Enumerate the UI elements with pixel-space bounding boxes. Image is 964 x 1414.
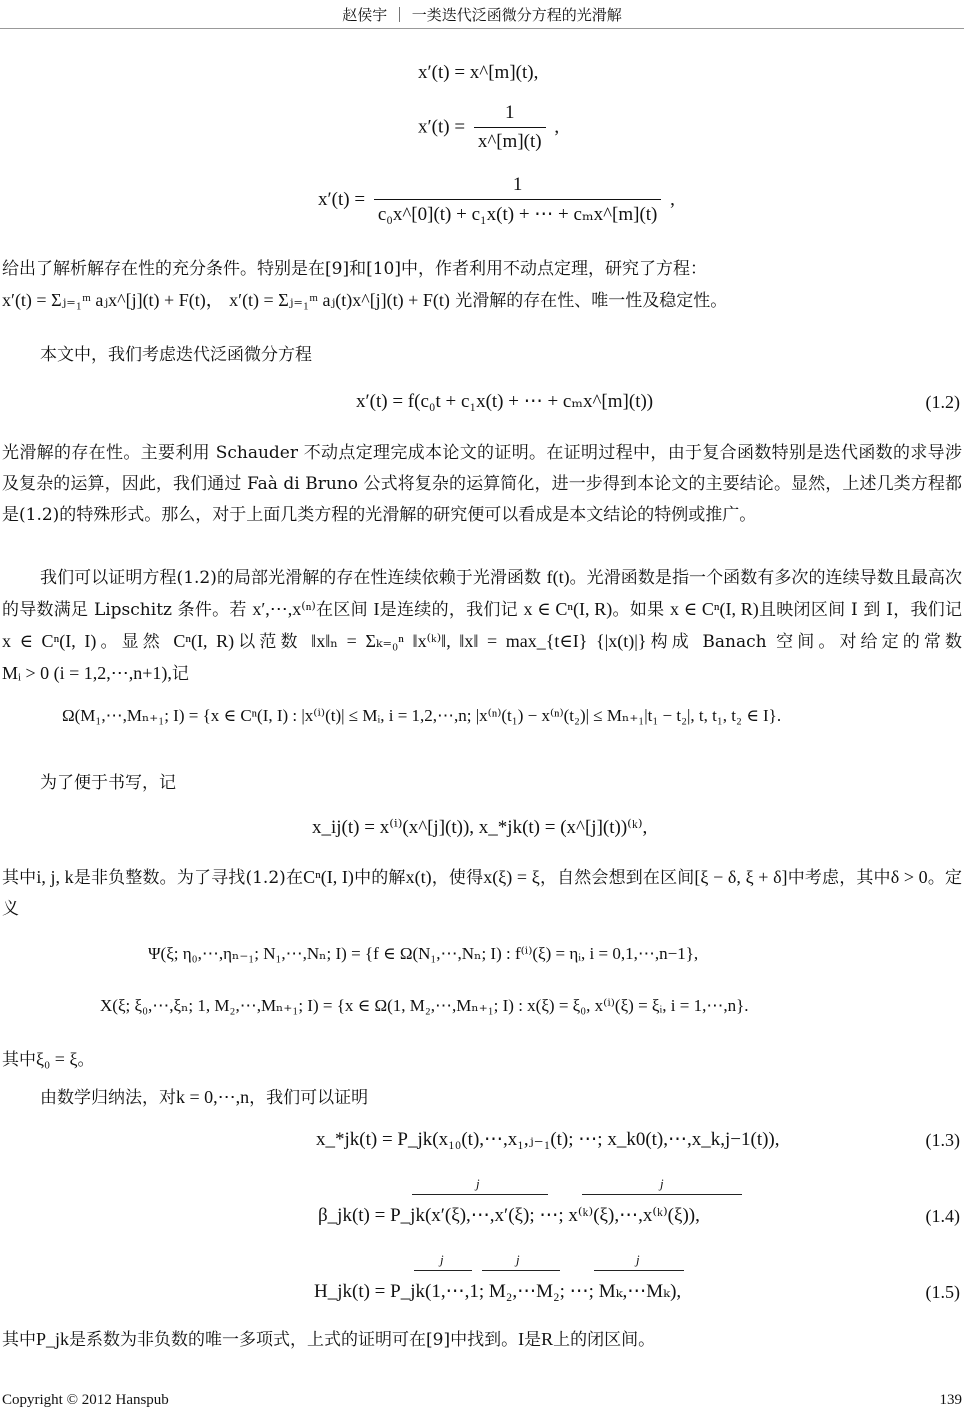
- paragraph-text: 。: [77, 1050, 95, 1070]
- paragraph-text: ，我们可以证明: [249, 1088, 369, 1108]
- inline-math-norm: ‖x‖ₙ = Σₖ₌₀ⁿ ‖x⁽ᵏ⁾‖, ‖x‖ = max_{t∈I} {|x(t)|}: [311, 631, 647, 651]
- paragraph-definitions: [2, 562, 962, 690]
- brace-label: j: [516, 1252, 520, 1267]
- inline-math: x ∈ Cⁿ(I, R): [523, 599, 613, 619]
- paragraph-text: 且映闭区间 I 到 I，我们记: [758, 600, 963, 620]
- inline-math: i, j, k: [36, 867, 74, 887]
- inline-math: Mᵢ > 0 (i = 1,2,⋯,n+1),: [2, 663, 172, 683]
- paragraph-text: 其中: [2, 868, 37, 888]
- paragraph-text: 中考虑，其中: [787, 868, 891, 888]
- fraction: [474, 102, 546, 153]
- paragraph-induction: [2, 1082, 962, 1114]
- equation-psi-set: Ψ(ξ; η₀,⋯,ηₙ₋₁; N₁,⋯,Nₙ; I) = {f ∈ Ω(N₁,⋯,Nₙ; I) : f⁽ⁱ⁾(ξ) = ηᵢ, i = 0,1,⋯,n−1},: [148, 944, 699, 963]
- page-number: 139: [939, 1392, 962, 1408]
- inline-math: k = 0,⋯,n: [176, 1087, 250, 1107]
- underbrace: [594, 1270, 684, 1277]
- equation-number-1-5: (1.5): [925, 1282, 960, 1302]
- fraction-denominator: c₀x^[0](t) + c₁x(t) + ⋯ + cₘx^[m](t): [374, 199, 662, 226]
- paragraph-text: 由数学归纳法，对: [40, 1088, 176, 1108]
- equation-lhs: x′(t) =: [318, 189, 366, 210]
- running-header: 赵侯宇 ｜ 一类迭代泛函微分方程的光滑解: [342, 6, 622, 24]
- inline-math: I: [373, 599, 380, 619]
- equation-tail: ,: [670, 189, 675, 210]
- equation-reciprocal: [418, 102, 559, 162]
- paragraph-method: [2, 438, 962, 531]
- underbrace: [412, 1194, 548, 1201]
- paragraph-text: 。定义: [2, 868, 962, 919]
- inline-equation-constant-coeff: x′(t) = Σⱼ₌₁ᵐ aⱼx^[j](t) + F(t)，: [2, 290, 224, 310]
- brace-label: j: [440, 1252, 444, 1267]
- inline-math: x ∈ Cⁿ(I, I): [2, 631, 97, 651]
- paragraph-text: 记: [171, 664, 189, 684]
- inline-equation-variable-coeff: x′(t) = Σⱼ₌₁ᵐ aⱼ(t)x^[j](t) + F(t): [229, 290, 450, 310]
- paragraph-text: 光滑解的存在性、唯一性及稳定性。: [455, 291, 728, 311]
- paragraph-text: 其中: [2, 1330, 36, 1350]
- fraction-numerator: 1: [512, 174, 523, 195]
- paragraph-text: ，使得: [431, 868, 484, 888]
- paragraph-text: 其中: [2, 1050, 36, 1070]
- equation-number-1-3: (1.3): [925, 1130, 960, 1150]
- paragraph-text: 上的闭区间。: [553, 1330, 656, 1350]
- brace-label: j: [660, 1176, 664, 1191]
- fraction: [374, 174, 662, 226]
- equation-xij: x_ij(t) = x⁽ⁱ⁾(x^[j](t)), x_*jk(t) = (x^[j](t))⁽ᵏ⁾,: [312, 817, 648, 838]
- paragraph-xi0: [2, 1044, 962, 1076]
- page-footer: [2, 1392, 962, 1409]
- paragraph-text: 是连续的，我们记: [379, 600, 518, 620]
- paragraph-text: 是: [524, 1330, 542, 1350]
- equation-1-2: x′(t) = f(c₀t + c₁x(t) + ⋯ + cₘx^[m](t)): [356, 391, 654, 412]
- paragraph-text: 在区间: [315, 600, 368, 620]
- paragraph-text: ，自然会想到在区间: [539, 868, 695, 888]
- paragraph-text: 。如果: [612, 600, 665, 620]
- inline-math: Cⁿ(I, R): [173, 631, 235, 651]
- paragraph-text: 。光滑函数是指一个函数有多次的连续导数且最高次的导数满足 Lipschitz 条件。若: [2, 568, 962, 620]
- paragraph-text: 以范数: [234, 632, 302, 652]
- paragraph-text: 本文中，我们考虑迭代泛函微分方程: [40, 345, 312, 365]
- equation-number-1-2: (1.2): [925, 392, 960, 412]
- paragraph-text: 光滑解的存在性。主要利用 Schauder 不动点定理完成本论文的证明。在证明过程中，由于复合函数特别是迭代函数的求导涉及复杂的运算，因此，我们通过 Faà di Bruno 公式将复杂的运算简化，进一步得到本论文的主要结论。显然，上述几类方程都是(1.2)的特殊形式。那么，对于上面几类方程的光滑解的研究便可以看成是本文结论的特例或推广。: [2, 443, 962, 525]
- inline-math: R: [541, 1329, 554, 1349]
- inline-math: ξ₀ = ξ: [36, 1049, 78, 1069]
- paragraph-text: 。显然: [96, 632, 164, 652]
- fraction-numerator: 1: [504, 102, 515, 123]
- brace-label: j: [476, 1176, 480, 1191]
- inline-math: f(t): [546, 567, 570, 587]
- equation-tail: ,: [554, 116, 560, 138]
- equation-iterative: x′(t) = x^[m](t),: [418, 62, 539, 83]
- inline-math: x(ξ) = ξ: [483, 867, 540, 887]
- underbrace: [582, 1194, 742, 1201]
- equation-1-4: β_jk(t) = P_jk(x′(ξ),⋯,x′(ξ); ⋯; x⁽ᵏ⁾(ξ),⋯,x⁽ᵏ⁾(ξ)),: [318, 1205, 700, 1226]
- equation-number-1-4: (1.4): [925, 1206, 960, 1226]
- inline-math: [ξ − δ, ξ + δ]: [694, 867, 788, 887]
- brace-label: j: [636, 1252, 640, 1267]
- underbrace: [414, 1270, 472, 1277]
- paragraph-prior-work: [2, 254, 962, 317]
- fraction-denominator: x^[m](t): [474, 127, 546, 153]
- header-rule: [0, 28, 964, 29]
- paragraph-text: 为了便于书写，记: [40, 773, 176, 793]
- paragraph-intro: [2, 340, 962, 371]
- inline-math: x ∈ Cⁿ(I, R): [670, 599, 759, 619]
- paragraph-text: 给出了解析解存在性的充分条件。特别是在[9]和[10]中，作者利用不动点定理，研究了方程：: [2, 259, 707, 279]
- paragraph-search: [2, 862, 962, 925]
- equation-x-set: X(ξ; ξ₀,⋯,ξₙ; 1, M₂,⋯,Mₙ₊₁; I) = {x ∈ Ω(1, M₂,⋯,Mₙ₊₁; I) : x(ξ) = ξ₀, x⁽ⁱ⁾(ξ) = ξᵢ, i = 1,⋯,n}.: [100, 996, 749, 1015]
- paragraph-text: 中的解: [353, 868, 406, 888]
- inline-math: Cⁿ(I, I): [303, 867, 354, 887]
- equation-lhs: x′(t) =: [418, 116, 466, 138]
- paragraph-text: 是系数为非负数的唯一多项式，上式的证明可在[9]中找到。: [69, 1330, 519, 1350]
- inline-math: δ > 0: [890, 867, 928, 887]
- paragraph-text: 构成 Banach 空间。对给定的常数: [646, 632, 963, 652]
- equation-reciprocal-sum: [318, 174, 675, 234]
- paragraph-notation: [2, 768, 962, 799]
- copyright-text: Copyright © 2012 Hanspub: [2, 1392, 169, 1408]
- inline-math: x′,⋯,x⁽ⁿ⁾: [252, 599, 316, 619]
- paragraph-text: 是非负整数。为了寻找(1.2)在: [73, 868, 304, 888]
- paragraph-text: 我们可以证明方程(1.2)的局部光滑解的存在性连续依赖于光滑函数: [40, 568, 542, 588]
- paragraph-polynomial: [2, 1324, 962, 1356]
- underbrace: [482, 1270, 560, 1277]
- equation-omega-set: Ω(M₁,⋯,Mₙ₊₁; I) = {x ∈ Cⁿ(I, I) : |x⁽ⁱ⁾(t)| ≤ Mᵢ, i = 1,2,⋯,n; |x⁽ⁿ⁾(t₁) − x⁽ⁿ⁾(t₂)| ≤ Mₙ₊₁|t₁ − t₂|, t, t₁, t₂ ∈ I}.: [62, 706, 782, 725]
- inline-math: I: [518, 1329, 525, 1349]
- inline-math: P_jk: [36, 1329, 70, 1349]
- equation-1-5: H_jk(t) = P_jk(1,⋯,1; M₂,⋯M₂; ⋯; Mₖ,⋯Mₖ),: [314, 1281, 682, 1302]
- inline-math: x(t): [405, 867, 432, 887]
- equation-1-3: x_*jk(t) = P_jk(x₁₀(t),⋯,x₁,ⱼ₋₁(t); ⋯; x_k0(t),⋯,x_k,j−1(t)),: [316, 1129, 780, 1150]
